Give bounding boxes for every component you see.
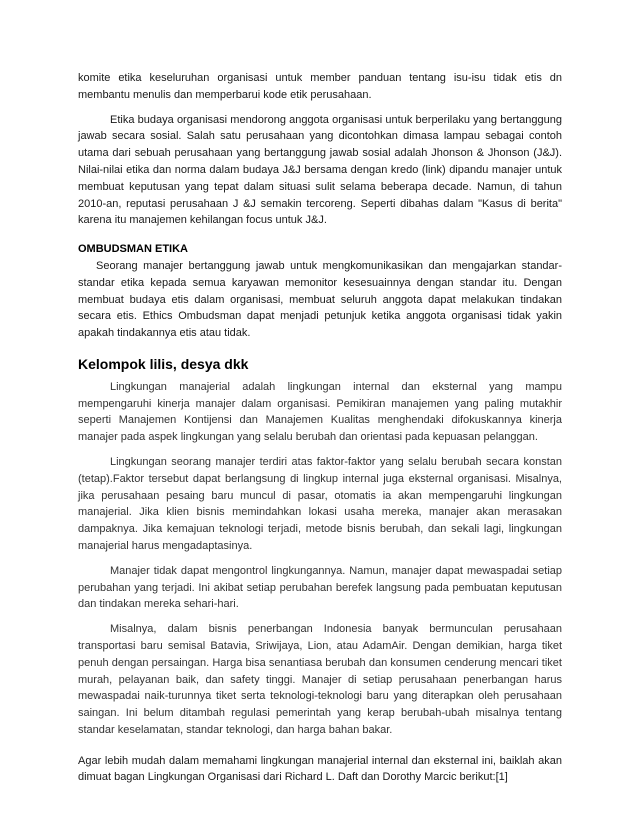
paragraph-komite: komite etika keseluruhan organisasi untuk member panduan tentang isu-isu tidak etis dn membantu menulis dan memperbarui kode etik perusahaan. bbox=[78, 72, 562, 101]
paragraph-etika-budaya: Etika budaya organisasi mendorong anggota organisasi untuk berperilaku yang bertanggung jawab secara sosial. Salah satu perusahaan yang dicontohkan dimasa lampau sebagai contoh utama dari sebuah perusahaan yang bertanggung jawab sosial adalah Jhonson & Jhonson (J&J). Nilai-nilai etika dan norma dalam budaya J&J bersama dengan kredo (link) dipandu manajer untuk membuat keputusan yang tepat dalam situasi sulit selama beberapa decade. Namun, di tahun 2010-an, reputasi perusahaan J &J semakin tercoreng. Seperti dibahas dalam "Kasus di berita" karena itu manajemen kehilangan focus untuk J&J. bbox=[78, 113, 562, 227]
paragraph-manajer-kontrol: Manajer tidak dapat mengontrol lingkungannya. Namun, manajer dapat mewaspadai setiap perubahan yang terjadi. Ini akibat setiap perubahan berefek langsung pada pembuatan keputusan dan tindakan mereka sehari-hari. bbox=[78, 564, 562, 611]
paragraph-penerbangan: Misalnya, dalam bisnis penerbangan Indonesia banyak bermunculan perusahaan transportasi baru semisal Batavia, Sriwijaya, Lion, atau AdamAir. Dengan demikian, harga tiket penuh dengan persaingan. Harga bisa senantiasa berubah dan konsumen cenderung mencari tiket murah, pelayanan baik, dan safety tinggi. Manajer di setiap perusahaan penerbangan harus mewaspadai naik-turunnya tiket serta teknologi-teknologi baru yang diterapkan oleh perusahaan saingan. Ini belum ditambah regulasi pemerintah yang kerap berubah-ubah misalnya tentang standar keselamatan, standar teknologi, dan harga bahan bakar. bbox=[78, 623, 562, 736]
paragraph-lingkungan-manajerial: Lingkungan manajerial adalah lingkungan internal dan eksternal yang mampu mempengaruhi kinerja manajer dalam organisasi. Pemikiran manajemen yang paling mutakhir seperti Manajemen Kontijensi dan Manajemen Kualitas menghendaki difokuskannya kinerja manajer pada aspek lingkungan yang selalu berubah dan orientasi pada kepuasan pelanggan. bbox=[78, 380, 562, 444]
paragraph-lingkungan-manajer: Lingkungan seorang manajer terdiri atas faktor-faktor yang selalu berubah secara konstan (tetap).Faktor tersebut dapat berlangsung di lingkup internal juga eksternal organisasi. Misalnya, jika perusahaan pesaing baru muncul di pasar, otomatis ia akan mempengaruhi lingkungan manajerial. Jika klien bisnis memindahkan lokasi usaha mereka, manajer akan merasakan dampaknya. Jika kemajuan teknologi terjadi, metode bisnis berubah, dan sekali lagi, lingkungan manajerial harus mengadaptasinya. bbox=[78, 455, 562, 552]
heading-kelompok: Kelompok lilis, desya dkk bbox=[78, 355, 249, 372]
paragraph-closing: Agar lebih mudah dalam memahami lingkungan manajerial internal dan eksternal ini, baiklah akan dimuat bagan Lingkungan Organisasi dari Richard L. Daft dan Dorothy Marcic berikut:[1] bbox=[78, 754, 562, 784]
document-page bbox=[78, 70, 562, 786]
paragraph-ombudsman: Seorang manajer bertanggung jawab untuk mengkomunikasikan dan mengajarkan standar-standar etika kepada semua karyawan memonitor kesesuainnya dengan standar itu. Dengan membuat budaya etis dalam organisasi, membuat seluruh anggota dapat melakukan tindakan secara etis. Ethics Ombudsman dapat menjadi petunjuk ketika anggota organisasi tidak yakin apakah tindakannya etis atau tidak. bbox=[78, 259, 562, 340]
heading-ombudsman-etika: OMBUDSMAN ETIKA bbox=[78, 243, 188, 256]
